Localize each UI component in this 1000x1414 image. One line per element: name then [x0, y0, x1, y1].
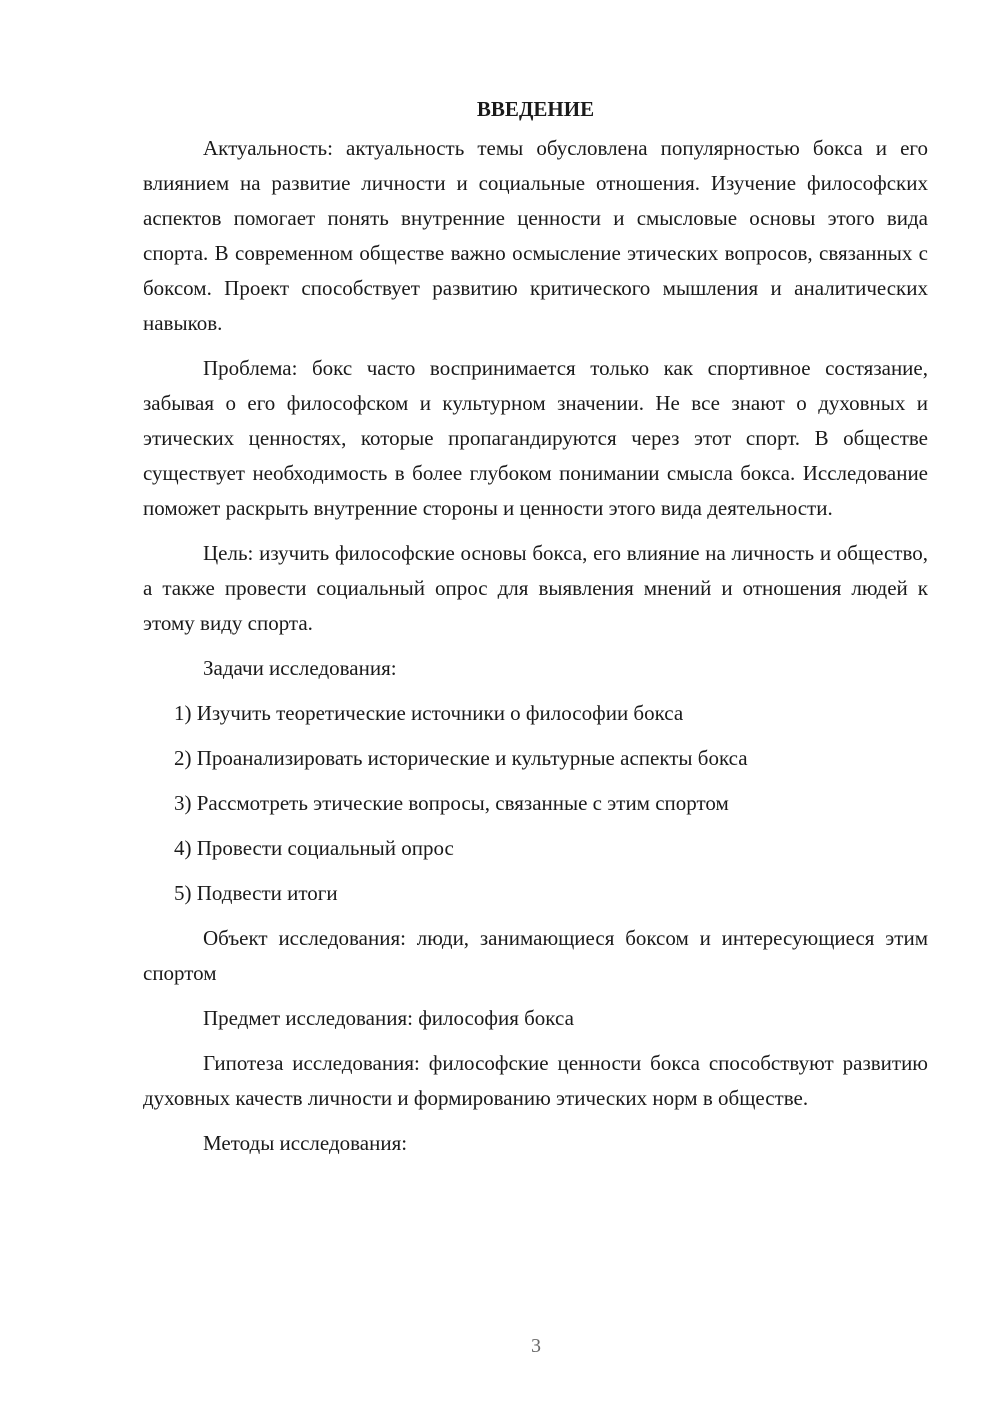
section-title: ВВЕДЕНИЕ — [476, 97, 595, 121]
problem-paragraph: Проблема: бокс часто воспринимается только как спортивное состязание, забывая о его философском и культурном значении. Не все знают о духовных и этических ценностях, которые пропагандируются через этот спорт. В обществе существует необходимость в более глубоком понимании смысла бокса. Исследование поможет раскрыть внутренние стороны и ценности этого вида деятельности. — [143, 356, 928, 520]
list-item: 5) Подвести итоги — [174, 881, 338, 905]
tasks-heading: Задачи исследования: — [203, 656, 397, 680]
list-item: 2) Проанализировать исторические и культурные аспекты бокса — [174, 746, 748, 770]
relevance-paragraph: Актуальность: актуальность темы обусловлена популярностью бокса и его влиянием на развитие личности и социальные отношения. Изучение философских аспектов помогает понять внутренние ценности и смысловые основы этого вида спорта. В современном обществе важно осмысление этических вопросов, связанных с боксом. Проект способствует развитию критического мышления и аналитических навыков. — [143, 136, 928, 335]
object-paragraph: Объект исследования: люди, занимающиеся боксом и интересующиеся этим спортом — [143, 926, 928, 985]
subject-paragraph: Предмет исследования: философия бокса — [203, 1006, 574, 1030]
hypothesis-paragraph: Гипотеза исследования: философские ценности бокса способствуют развитию духовных качеств личности и формированию этических норм в обществе. — [143, 1051, 928, 1110]
page-number: 3 — [531, 1335, 541, 1357]
methods-heading: Методы исследования: — [203, 1131, 408, 1155]
list-item: 3) Рассмотреть этические вопросы, связанные с этим спортом — [174, 791, 729, 815]
goal-paragraph: Цель: изучить философские основы бокса, его влияние на личность и общество, а также провести социальный опрос для выявления мнений и отношения людей к этому виду спорта. — [143, 541, 928, 635]
document-page — [143, 92, 928, 1171]
list-item: 1) Изучить теоретические источники о философии бокса — [174, 701, 684, 725]
tasks-list — [143, 696, 928, 911]
list-item: 4) Провести социальный опрос — [174, 836, 454, 860]
